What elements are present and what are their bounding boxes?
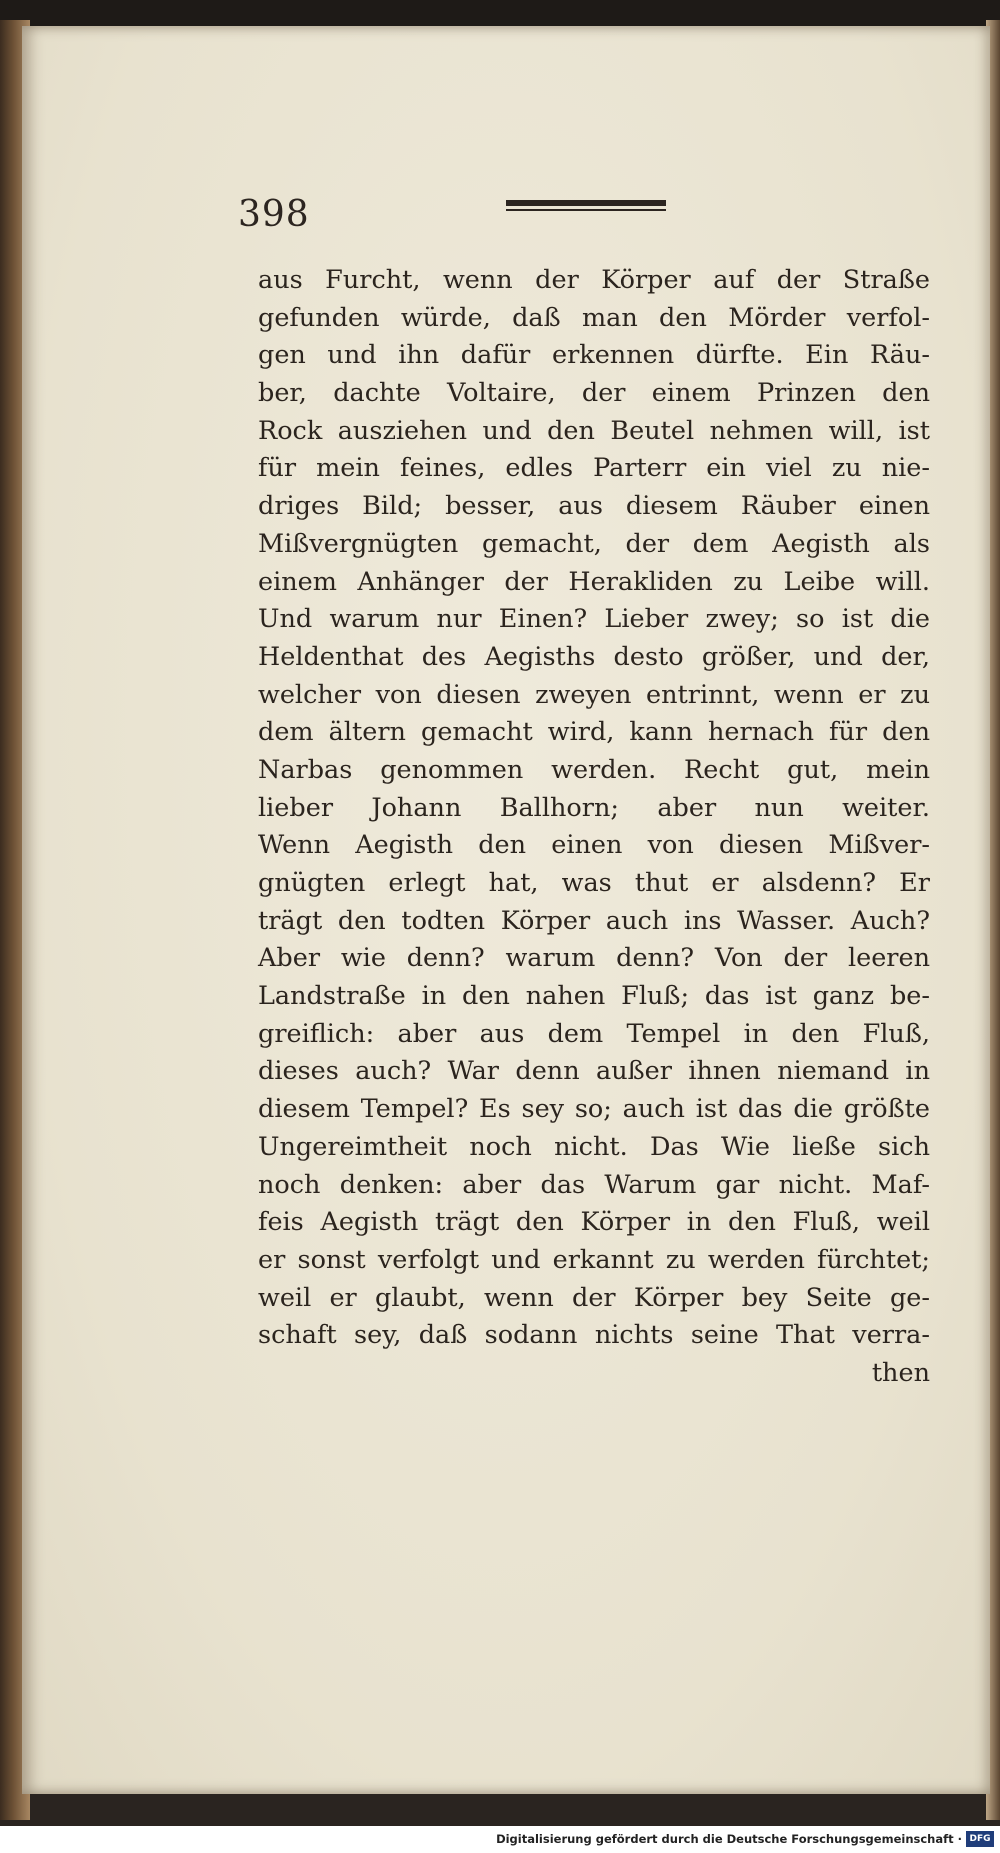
header-rule-thin [506,209,666,211]
funding-credit: Digitalisierung gefördert durch die Deutsche Forschungsgemeinschaft · [496,1832,962,1846]
text-line: Ungereimtheit noch nicht. Das Wie ließe sich [258,1131,930,1162]
text-line: greiflich: aber aus dem Tempel in den Fluß, [258,1018,930,1049]
text-line: Rock ausziehen und den Beutel nehmen will, ist [258,415,930,446]
text-line: Narbas genommen werden. Recht gut, mein [258,754,930,785]
text-line: aus Furcht, wenn der Körper auf der Straße [258,265,930,295]
text-line: diesem Tempel? Es sey so; auch ist das die größte [258,1094,930,1125]
text-line: Und warum nur Einen? Lieber zwey; so ist die [258,604,930,635]
text-line: welcher von diesen zweyen entrinnt, wenn er zu [258,679,930,710]
text-line: Landstraße in den nahen Fluß; das ist ganz be- [258,981,930,1012]
text-line: für mein feines, edles Parterr ein viel zu nie- [258,453,930,484]
text-line: feis Aegisth trägt den Körper in den Fluß, weil [258,1207,930,1238]
text-line: driges Bild; besser, aus diesem Räuber einen [258,491,930,522]
text-line: lieber Johann Ballhorn; aber nun weiter. [258,792,930,823]
text-line: Heldenthat des Aegisths desto größer, und der, [258,641,930,672]
text-line: weil er glaubt, wenn der Körper bey Seite ge- [258,1282,930,1313]
text-line: gefunden würde, daß man den Mörder verfol- [258,302,930,333]
text-line: dieses auch? War denn außer ihnen niemand in [258,1056,930,1087]
text-line: er sonst verfolgt und erkannt zu werden fürchtet; [258,1244,930,1275]
text-line: noch denken: aber das Warum gar nicht. Maf- [258,1169,930,1200]
dfg-logo: DFG [966,1831,994,1847]
text-line: gen und ihn dafür erkennen dürfte. Ein Räu- [258,340,930,371]
text-line: trägt den todten Körper auch ins Wasser. Auch? [258,905,930,936]
page-number: 398 [238,194,310,235]
text-line: ber, dachte Voltaire, der einem Prinzen den [258,378,930,409]
text-line: einem Anhänger der Herakliden zu Leibe will. [258,566,930,597]
text-line: schaft sey, daß sodann nichts seine That verra- [258,1320,930,1351]
header-rule [506,200,666,212]
text-line: dem ältern gemacht wird, kann hernach für den [258,717,930,748]
body-text [258,262,930,1393]
scan-border [0,0,1000,26]
text-line: Aber wie denn? warum denn? Von der leeren [258,943,930,974]
digitization-footer [0,1826,1000,1853]
text-line: Mißvergnügten gemacht, der dem Aegisth als [258,528,930,559]
header-rule-thick [506,200,666,206]
text-line: Wenn Aegisth den einen von diesen Mißver- [258,830,930,861]
catchword: then [871,1357,930,1388]
text-line: gnügten erlegt hat, was thut er alsdenn? Er [258,868,930,898]
